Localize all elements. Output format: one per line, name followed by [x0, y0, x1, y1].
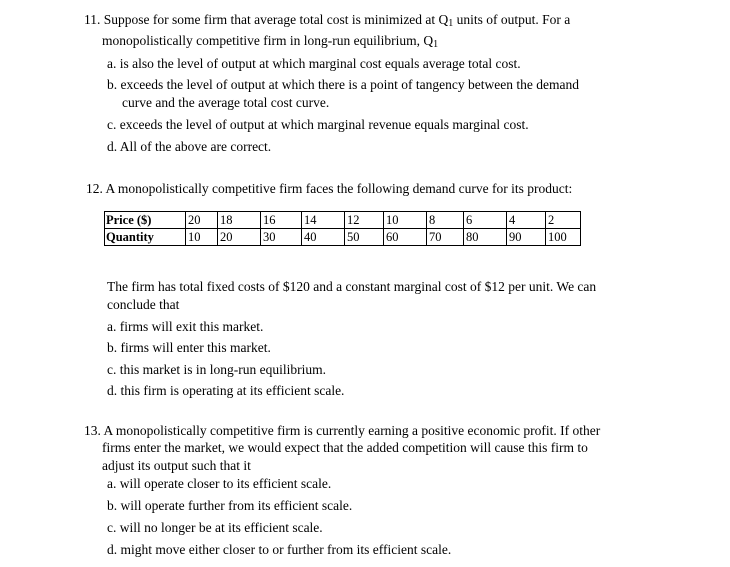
q11-option-b-line1[interactable]: b. exceeds the level of output at which there is a point of tangency between the demand [107, 77, 579, 92]
q12-option-d[interactable]: d. this firm is operating at its efficient scale. [107, 383, 345, 398]
price-cell: 6 [464, 212, 507, 229]
quantity-cell: 60 [384, 229, 427, 246]
q11-option-c[interactable]: c. exceeds the level of output at which marginal revenue equals marginal cost. [107, 117, 529, 132]
q11-stem-line1: 11. Suppose for some firm that average total cost is minimized at $Q_1$ units of output. For a [84, 12, 571, 29]
quantity-cell: 70 [427, 229, 464, 246]
quantity-cell: 50 [345, 229, 384, 246]
quantity-row [105, 229, 581, 246]
q13-option-a[interactable]: a. will operate closer to its efficient scale. [107, 476, 332, 491]
q11-option-a[interactable]: a. is also the level of output at which marginal cost equals average total cost. [107, 56, 521, 71]
price-cell: 10 [384, 212, 427, 229]
price-cell: 12 [345, 212, 384, 229]
price-cell: 20 [186, 212, 218, 229]
price-cell: 8 [427, 212, 464, 229]
q13-stem-line3: adjust its output such that it [102, 458, 251, 473]
price-cell: 4 [507, 212, 546, 229]
q12-option-a[interactable]: a. firms will exit this market. [107, 319, 264, 334]
quantity-cell: 90 [507, 229, 546, 246]
quantity-label: Quantity [105, 229, 186, 246]
q12-info-line1: The firm has total fixed costs of $120 and a constant marginal cost of $12 per unit. We can [107, 279, 597, 294]
q13-option-b[interactable]: b. will operate further from its efficient scale. [107, 498, 353, 513]
price-label: Price ($) [105, 212, 186, 229]
price-cell: 16 [261, 212, 302, 229]
quantity-cell: 30 [261, 229, 302, 246]
q12-stem: 12. A monopolistically competitive firm faces the following demand curve for its product: [86, 181, 573, 196]
quantity-cell: 10 [186, 229, 218, 246]
q12-option-c[interactable]: c. this market is in long-run equilibrium. [107, 362, 326, 377]
q11-subscript-2: 1 [433, 39, 439, 50]
price-row [105, 212, 581, 229]
q11-option-b-line2[interactable]: curve and the average total cost curve. [122, 95, 330, 110]
demand-table [104, 211, 581, 246]
quantity-cell: 80 [464, 229, 507, 246]
price-cell: 14 [302, 212, 345, 229]
q13-stem-line1: 13. A monopolistically competitive firm is currently earning a positive economic profit. If other [84, 423, 601, 438]
q12-option-b[interactable]: b. firms will enter this market. [107, 340, 271, 355]
quantity-cell: 20 [218, 229, 261, 246]
price-cell: 18 [218, 212, 261, 229]
q11-stem-line2: monopolistically competitive firm in long-run equilibrium, $Q_1$ [102, 33, 439, 50]
q11-subscript-1: 1 [448, 18, 454, 29]
q13-option-c[interactable]: c. will no longer be at its efficient scale. [107, 520, 323, 535]
q11-option-d[interactable]: d. All of the above are correct. [107, 139, 272, 154]
quantity-cell: 40 [302, 229, 345, 246]
q13-stem-line2: firms enter the market, we would expect that the added competition will cause this firm to [102, 440, 588, 455]
quantity-cell: 100 [546, 229, 581, 246]
price-cell: 2 [546, 212, 581, 229]
q12-info-line2: conclude that [107, 297, 180, 312]
q13-option-d[interactable]: d. might move either closer to or further from its efficient scale. [107, 542, 452, 557]
